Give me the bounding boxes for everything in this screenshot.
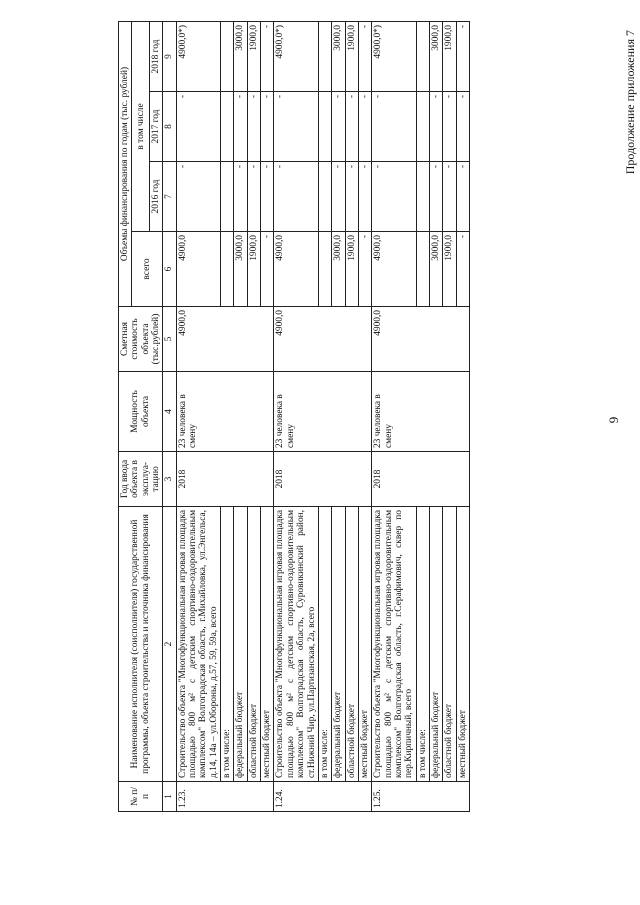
budget-2017: - — [358, 92, 371, 162]
header-including: в том числе — [132, 22, 150, 232]
budget-total: 1900,0 — [247, 232, 260, 307]
header-2017: 2017 год — [150, 92, 163, 162]
estimated-cost: 4900,0 — [274, 307, 372, 372]
funding-2018: 4900,0*) — [274, 22, 318, 92]
budget-label: местный бюджет — [358, 507, 371, 782]
table-row — [274, 22, 318, 812]
budget-label: федеральный бюджет — [429, 507, 442, 782]
funding-2017: - — [372, 92, 416, 162]
budget-2018: 1900,0 — [247, 22, 260, 92]
object-name: Строительство объекта "Многофункциональная игровая площадка площадью 800 м² с детским спортивно-оздоровительным комплексом" Волгоградская область, г.Серафимович, сквер по пер.Кирпичный, всего — [372, 507, 416, 782]
header-name: Наименование исполнителя (соисполнителя) государственной программы, объекта строительства и источника финансирования — [119, 507, 163, 782]
budget-total: - — [358, 232, 371, 307]
row-number: 1.24. — [274, 782, 372, 812]
budget-2016: - — [456, 162, 469, 232]
budget-2017: - — [345, 92, 358, 162]
header-total: всего — [132, 232, 163, 307]
budget-total — [318, 232, 331, 307]
continuation-label: Продолжение приложения 7 — [623, 30, 637, 175]
budget-2017 — [318, 92, 331, 162]
budget-2017: - — [332, 92, 345, 162]
budget-label: областной бюджет — [345, 507, 358, 782]
colnum: 6 — [163, 232, 176, 307]
funding-2016: - — [274, 162, 318, 232]
budget-label: в том числе: — [318, 507, 331, 782]
funding-2017: - — [176, 92, 220, 162]
budget-2018: - — [358, 22, 371, 92]
budget-2018: 1900,0 — [443, 22, 456, 92]
budget-total: - — [261, 232, 274, 307]
budget-2018: 1900,0 — [345, 22, 358, 92]
funding-2016: - — [372, 162, 416, 232]
budget-2016: - — [429, 162, 442, 232]
header-year: Год ввода объекта в эксплуа- тацию — [119, 452, 163, 507]
funding-total: 4900,0 — [176, 232, 220, 307]
colnum: 2 — [163, 507, 176, 782]
header-funding: Объемы финансирования по годам (тыс. рублей) — [119, 22, 132, 307]
colnum: 4 — [163, 372, 176, 452]
colnum: 3 — [163, 452, 176, 507]
budget-2017 — [221, 92, 234, 162]
budget-2016: - — [358, 162, 371, 232]
funding-total: 4900,0 — [274, 232, 318, 307]
header-capacity: Мощность объекта — [119, 372, 163, 452]
colnum: 8 — [163, 92, 176, 162]
header-no: № п/п — [119, 782, 163, 812]
row-number: 1.23. — [176, 782, 274, 812]
budget-2018: 3000,0 — [234, 22, 247, 92]
funding-2016: - — [176, 162, 220, 232]
table-row — [372, 22, 416, 812]
estimated-cost: 4900,0 — [372, 307, 470, 372]
budget-total: 3000,0 — [332, 232, 345, 307]
colnum: 1 — [163, 782, 176, 812]
budget-2018 — [318, 22, 331, 92]
budget-label: федеральный бюджет — [332, 507, 345, 782]
budget-2016: - — [345, 162, 358, 232]
header-2018: 2018 год — [150, 22, 163, 92]
budget-total — [416, 232, 429, 307]
budget-total: 3000,0 — [429, 232, 442, 307]
budget-2018: 3000,0 — [332, 22, 345, 92]
budget-label: местный бюджет — [456, 507, 469, 782]
table-body — [176, 22, 469, 812]
budget-2018 — [221, 22, 234, 92]
budget-2017: - — [456, 92, 469, 162]
budget-label: местный бюджет — [261, 507, 274, 782]
budget-total — [221, 232, 234, 307]
colnum: 9 — [163, 22, 176, 92]
page-number: 9 — [606, 416, 621, 424]
funding-2017: - — [274, 92, 318, 162]
budget-label: областной бюджет — [443, 507, 456, 782]
budget-2016: - — [443, 162, 456, 232]
budget-2016: - — [261, 162, 274, 232]
commission-year: 2018 — [176, 452, 274, 507]
budget-2017: - — [247, 92, 260, 162]
budget-2017: - — [261, 92, 274, 162]
budget-label: областной бюджет — [247, 507, 260, 782]
budget-2016 — [221, 162, 234, 232]
budget-2016: - — [332, 162, 345, 232]
budget-2016 — [416, 162, 429, 232]
colnum: 7 — [163, 162, 176, 232]
budget-2016: - — [234, 162, 247, 232]
object-capacity: 23 человека в смену — [274, 372, 372, 452]
rotated-content — [118, 20, 640, 820]
budget-2017: - — [234, 92, 247, 162]
funding-2018: 4900,0*) — [372, 22, 416, 92]
funding-total: 4900,0 — [372, 232, 416, 307]
budget-2018: - — [261, 22, 274, 92]
commission-year: 2018 — [274, 452, 372, 507]
budget-2016 — [318, 162, 331, 232]
financing-table — [118, 21, 470, 812]
funding-2018: 4900,0*) — [176, 22, 220, 92]
budget-label: федеральный бюджет — [234, 507, 247, 782]
budget-2017 — [416, 92, 429, 162]
object-name: Строительство объекта "Многофункциональная игровая площадка площадью 800 м² с детским спортивно-оздоровительным комплексом" Волгоградская область, Суровикинский район, ст.Нижний Чир, ул.Партизанская, 2а, всего — [274, 507, 318, 782]
budget-2017: - — [429, 92, 442, 162]
estimated-cost: 4900,0 — [176, 307, 274, 372]
object-name: Строительство объекта "Многофункциональная игровая площадка площадью 800 м² с детским спортивно-оздоровительным комплексом" Волгоградская область, г.Михайловка, ул.Энгельса, д.14, 14а – ул.Обороны, д.57, 59, 59а, всего — [176, 507, 220, 782]
object-capacity: 23 человека в смену — [372, 372, 470, 452]
object-capacity: 23 человека в смену — [176, 372, 274, 452]
budget-label: в том числе: — [221, 507, 234, 782]
budget-label: в том числе: — [416, 507, 429, 782]
budget-2018: - — [456, 22, 469, 92]
budget-2018 — [416, 22, 429, 92]
colnum: 5 — [163, 307, 176, 372]
document-page — [118, 20, 640, 820]
header-2016: 2016 год — [150, 162, 163, 232]
budget-2018: 3000,0 — [429, 22, 442, 92]
header-cost: Сметная стоимость объекта (тыс.рублей) — [119, 307, 163, 372]
row-number: 1.25. — [372, 782, 470, 812]
budget-total: 1900,0 — [345, 232, 358, 307]
commission-year: 2018 — [372, 452, 470, 507]
budget-2016: - — [247, 162, 260, 232]
table-row — [176, 22, 220, 812]
budget-total: 3000,0 — [234, 232, 247, 307]
budget-total: - — [456, 232, 469, 307]
budget-2017: - — [443, 92, 456, 162]
budget-total: 1900,0 — [443, 232, 456, 307]
